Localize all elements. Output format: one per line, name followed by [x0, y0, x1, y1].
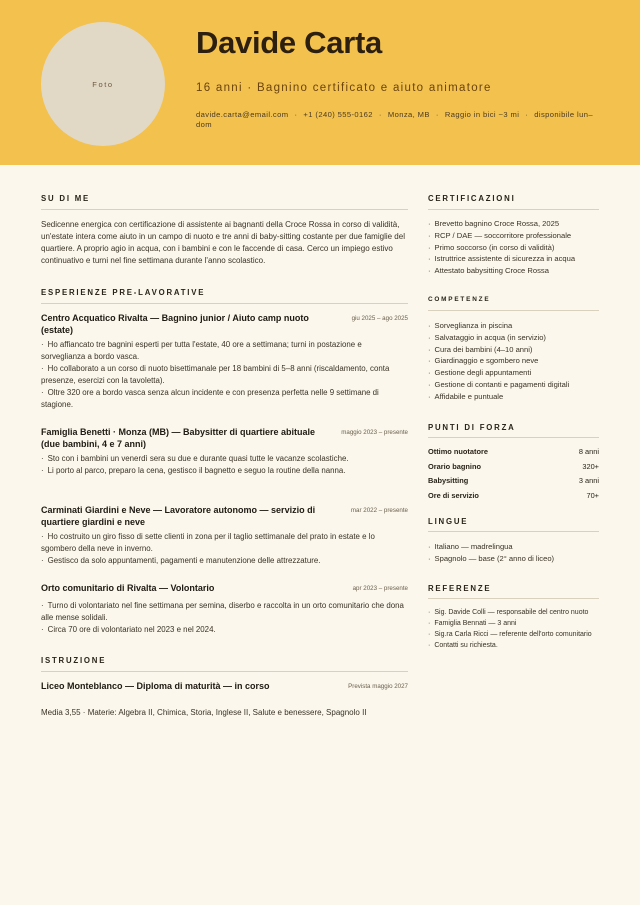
- divider: [41, 209, 408, 210]
- references-list: [428, 607, 599, 651]
- strengths-table: [428, 447, 599, 505]
- strength-value: 8 anni: [578, 447, 599, 456]
- job-title: Centro Acquatico Rivalta — Bagnino junior / Aiuto camp nuoto (estate): [41, 313, 309, 335]
- strength-value: 320+: [582, 461, 599, 471]
- list-item: · Ho costruito un giro fisso di sette clienti in zona per il taglio settimanale del prato in estate e lo sgombero della neve in inverno.: [41, 531, 408, 555]
- contact-phone[interactable]: +1 (240) 555-0162: [303, 110, 373, 119]
- strength-row: [428, 462, 599, 477]
- list-item: · Attestato babysitting Croce Rossa: [428, 265, 599, 277]
- job-date: maggio 2023 – presente: [341, 429, 408, 436]
- section-title-references: REFERENZE: [428, 584, 492, 593]
- list-item: · Sorveglianza in piscina: [428, 320, 599, 332]
- list-item: · Li porto al parco, preparo la cena, gestisco il bagnetto e seguo la routine della nanna.: [41, 465, 408, 477]
- graduation-date: Prevista maggio 2027: [348, 683, 408, 690]
- job-date: giu 2025 – ago 2025: [351, 315, 408, 322]
- contact-availability: disponibile lun–dom: [196, 110, 593, 129]
- skills-list: [428, 320, 599, 403]
- job-bullets: [41, 600, 408, 636]
- job-bullets: [41, 339, 408, 411]
- strength-label: Ore di servizio: [428, 490, 479, 500]
- section-title-skills: COMPETENZE: [428, 296, 491, 303]
- list-item: · Brevetto bagnino Croce Rossa, 2025: [428, 218, 599, 230]
- divider: [428, 209, 599, 210]
- list-item: · Affidabile e puntuale: [428, 391, 599, 403]
- section-title-languages: LINGUE: [428, 517, 469, 526]
- list-item: · Italiano — madrelingua: [428, 541, 599, 553]
- strength-label: Ottimo nuotatore: [428, 447, 488, 456]
- section-title-experience: ESPERIENZE PRE-LAVORATIVE: [41, 288, 206, 297]
- strength-row: [428, 476, 599, 491]
- divider: [428, 310, 599, 311]
- list-item: · Cura dei bambini (4–10 anni): [428, 344, 599, 356]
- profile-photo-placeholder: [41, 22, 165, 146]
- job-bullets: [41, 531, 408, 567]
- list-item: · Famiglia Bennati — 3 anni: [428, 618, 599, 629]
- section-title-education: ISTRUZIONE: [41, 656, 107, 665]
- list-item: · RCP / DAE — soccorritore professionale: [428, 230, 599, 242]
- education-details: Media 3,55 · Materie: Algebra II, Chimica, Storia, Inglese II, Salute e benessere, Spagnolo II: [41, 708, 367, 717]
- divider: [428, 531, 599, 532]
- section-title-strengths: PUNTI DI FORZA: [428, 423, 516, 432]
- job-bullets: [41, 453, 408, 477]
- list-item: · Oltre 320 ore a bordo vasca senza alcun incidente e con presenza perfetta nelle 9 settimane di stagione.: [41, 387, 408, 411]
- divider: [41, 303, 408, 304]
- list-item: · Gestisco da solo appuntamenti, pagamenti e manutenzione delle attrezzature.: [41, 555, 408, 567]
- list-item: · Gestione di contanti e pagamenti digitali: [428, 379, 599, 391]
- contact-email[interactable]: davide.carta@email.com: [196, 110, 289, 119]
- divider: [428, 437, 599, 438]
- strength-label: Babysitting: [428, 476, 469, 485]
- job-title: Orto comunitario di Rivalta — Volontario: [41, 583, 215, 593]
- candidate-name: Davide Carta: [196, 25, 382, 60]
- list-item: · Ho collaborato a un corso di nuoto bisettimanale per 18 bambini di 5–8 anni (riscaldamento, conta presenze, esercizi con la tavoletta).: [41, 363, 408, 387]
- job-date: mar 2022 – presente: [350, 507, 408, 514]
- candidate-subtitle: 16 anni · Bagnino certificato e aiuto animatore: [196, 82, 492, 94]
- list-item: · Sto con i bambini un venerdì sera su due e durante quasi tutte le vacanze scolastiche.: [41, 453, 408, 465]
- list-item: · Sig.ra Carla Ricci — referente dell'orto comunitario: [428, 629, 599, 640]
- job-title: Carminati Giardini e Neve — Lavoratore autonomo — servizio di quartiere giardini e neve: [41, 505, 316, 527]
- strength-label: Orario bagnino: [428, 461, 481, 471]
- contact-line: davide.carta@email.com · +1 (240) 555-0162 · Monza, MB · Raggio in bici ~3 mi · disponibile lun–dom: [196, 110, 593, 129]
- job-title: Famiglia Benetti · Monza (MB) — Babysitter di quartiere abituale (due bambini, 4 e 7 anni): [41, 427, 316, 449]
- header-banner: [0, 0, 640, 165]
- school-name: Liceo Monteblanco — Diploma di maturità — in corso: [41, 681, 270, 691]
- section-title-about: SU DI ME: [41, 194, 91, 203]
- strength-row: [428, 447, 599, 462]
- list-item: · Turno di volontariato nel fine settimana per semina, diserbo e raccolta in un orto comunitario che dona alle mense solidali.: [41, 600, 408, 624]
- list-item: · Istruttrice assistente di sicurezza in acqua: [428, 253, 599, 265]
- photo-label: Foto: [92, 79, 114, 89]
- list-item: · Gestione degli appuntamenti: [428, 367, 599, 379]
- about-text: Sedicenne energica con certificazione di assistente ai bagnanti della Croce Rossa in corso di validità, un'estate intera come aiuto in un campo di nuoto e tre anni di baby-sitting costante per due famiglie del quartiere. A proprio agio in acqua, con i bambini e con le faccende di casa. Cerco un impiego estivo continuativo e turni nel fine settimana durante l'anno scolastico.: [41, 220, 405, 265]
- strength-value: 3 anni: [578, 476, 599, 485]
- languages-list: [428, 541, 599, 565]
- list-item: · Spagnolo — base (2° anno di liceo): [428, 553, 599, 565]
- list-item: · Sig. Davide Colli — responsabile del centro nuoto: [428, 607, 599, 618]
- list-item: · Contatti su richiesta.: [428, 640, 599, 651]
- list-item: · Ho affiancato tre bagnini esperti per tutta l'estate, 40 ore a settimana; turni in postazione e sorveglianza a bordo vasca.: [41, 339, 408, 363]
- list-item: · Salvataggio in acqua (in servizio): [428, 332, 599, 344]
- list-item: · Primo soccorso (in corso di validità): [428, 242, 599, 254]
- divider: [41, 671, 408, 672]
- contact-range: Raggio in bici ~3 mi: [444, 110, 520, 119]
- contact-location: Monza, MB: [387, 110, 430, 119]
- job-date: apr 2023 – presente: [352, 585, 408, 592]
- list-item: · Giardinaggio e sgombero neve: [428, 355, 599, 367]
- strength-row: [428, 491, 599, 506]
- section-title-certifications: CERTIFICAZIONI: [428, 194, 516, 203]
- certifications-list: [428, 218, 599, 277]
- strength-value: 70+: [586, 490, 599, 500]
- divider: [428, 598, 599, 599]
- list-item: · Circa 70 ore di volontariato nel 2023 e nel 2024.: [41, 624, 408, 636]
